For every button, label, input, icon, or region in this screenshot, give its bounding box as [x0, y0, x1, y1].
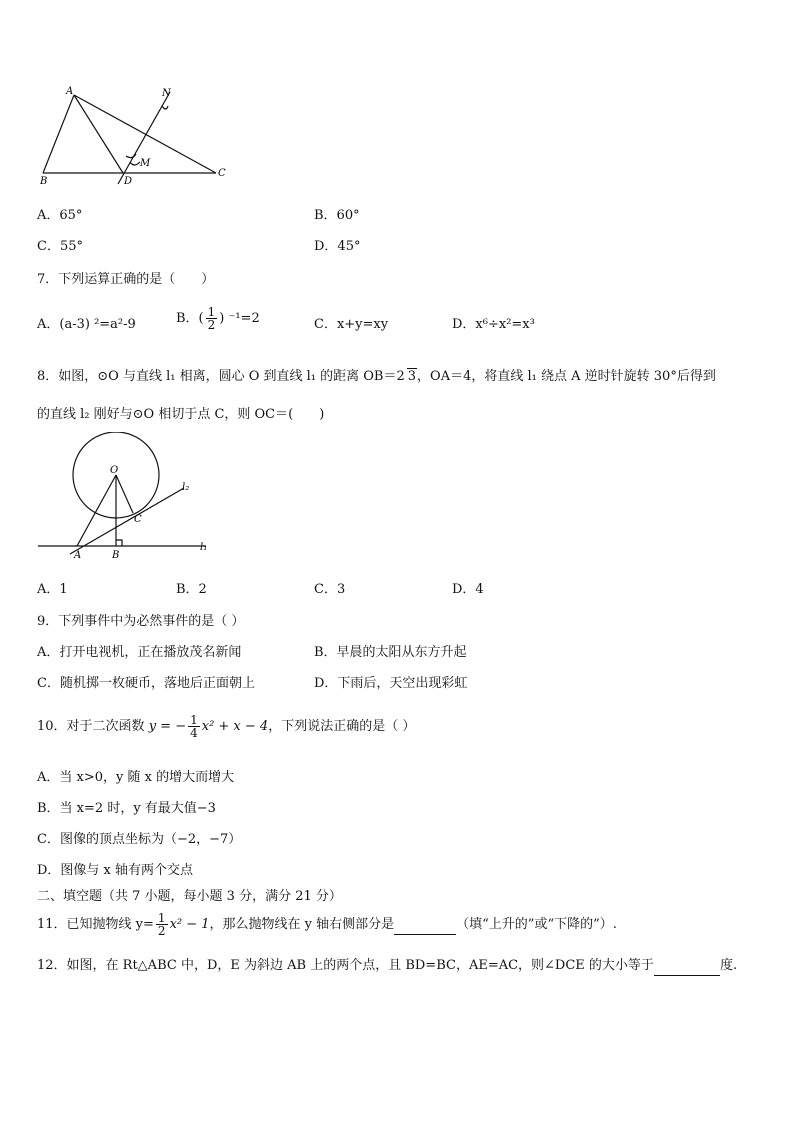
q8-option-d[interactable]: D．4	[452, 582, 484, 597]
q12-stem: 12．如图，在 Rt△ABC 中，D，E 为斜边 AB 上的两个点，且 BD=BC，AE=AC，则∠DCE 的大小等于 度.	[37, 957, 737, 976]
q9-option-d[interactable]: D．下雨后，天空出现彩虹	[314, 676, 468, 691]
q7-stem: 7．下列运算正确的是（ ）	[37, 272, 215, 287]
label-m: M	[140, 158, 151, 169]
q6-option-c[interactable]: C．55°	[37, 239, 83, 254]
q8-option-c[interactable]: C．3	[314, 582, 346, 597]
q8-option-a[interactable]: A．1	[37, 582, 68, 597]
q8-stem-line2: 的直线 l₂ 刚好与⊙O 相切于点 C，则 OC＝( )	[37, 407, 325, 422]
q10-function-lhs: y = −	[148, 719, 187, 734]
q7-b-prefix: B．(	[176, 311, 204, 326]
q10-fraction: $\frac{1}{4}$	[190, 713, 198, 740]
label-n: N	[162, 88, 171, 99]
q9-stem: 9．下列事件中为必然事件的是（ ）	[37, 614, 245, 629]
label-c2: C	[134, 514, 142, 525]
sqrt-three: 3	[407, 369, 417, 384]
q11-stem: 11．已知抛物线 y= $\frac{1}{2}$ x² − 1，那么抛物线在 y 轴右侧部分是 （填“上升的”或“下降的”）.	[37, 911, 617, 938]
section-fill-in-title: 二、填空题（共 7 小题，每小题 3 分，满分 21 分）	[37, 889, 342, 904]
figure-circle-tangent	[30, 432, 230, 562]
label-a2: A	[74, 550, 82, 561]
label-d: D	[124, 176, 133, 187]
q9-option-b[interactable]: B．早晨的太阳从东方升起	[314, 645, 467, 660]
q6-option-a[interactable]: A．65°	[37, 208, 83, 223]
q8-option-b[interactable]: B．2	[176, 582, 207, 597]
q10-option-c[interactable]: C．图像的顶点坐标为（−2，−7）	[37, 832, 242, 847]
q10-option-b[interactable]: B．当 x=2 时，y 有最大值−3	[37, 801, 216, 816]
q6-option-b[interactable]: B．60°	[314, 208, 360, 223]
q11-expression: x² − 1	[169, 917, 210, 932]
q11-fraction: $\frac{1}{2}$	[157, 911, 166, 938]
q7-b-fraction: $\frac{1}{2}$	[207, 305, 216, 332]
figure-triangle-abc	[30, 84, 240, 194]
label-c: C	[218, 168, 226, 179]
q11-answer-blank[interactable]	[394, 916, 456, 935]
q7-option-a[interactable]: A．(a-3) ²=a²-9	[37, 317, 136, 332]
label-o: O	[110, 465, 119, 476]
q10-option-a[interactable]: A．当 x>0，y 随 x 的增大而增大	[37, 770, 235, 785]
q12-answer-blank[interactable]	[654, 957, 720, 976]
label-a: A	[66, 86, 74, 97]
q7-option-c[interactable]: C．x+y=xy	[314, 317, 389, 332]
q6-option-d[interactable]: D．45°	[314, 239, 361, 254]
label-b2: B	[112, 550, 120, 561]
label-l1: l₁	[200, 542, 208, 553]
q10-option-d[interactable]: D．图像与 x 轴有两个交点	[37, 863, 194, 878]
label-l2: l₂	[182, 482, 190, 493]
q9-option-a[interactable]: A．打开电视机，正在播放茂名新闻	[37, 645, 242, 660]
q10-stem: 10．对于二次函数 y = − $\frac{1}{4}$ x² + x − 4，下列说法正确的是（ ）	[37, 713, 416, 740]
q8-stem-line1: 8．如图，⊙O 与直线 l₁ 相离，圆心 O 到直线 l₁ 的距离 OB＝2 3，OA＝4，将直线 l₁ 绕点 A 逆时针旋转 30°后得到	[37, 369, 716, 384]
q7-option-d[interactable]: D．x⁶÷x²=x³	[452, 317, 535, 332]
label-b: B	[40, 176, 48, 187]
q10-function-rhs: x² + x − 4	[201, 719, 269, 734]
q9-option-c[interactable]: C．随机掷一枚硬币，落地后正面朝上	[37, 676, 255, 691]
q7-option-b[interactable]	[176, 306, 260, 331]
q7-b-suffix: ) ⁻¹=2	[219, 311, 260, 326]
